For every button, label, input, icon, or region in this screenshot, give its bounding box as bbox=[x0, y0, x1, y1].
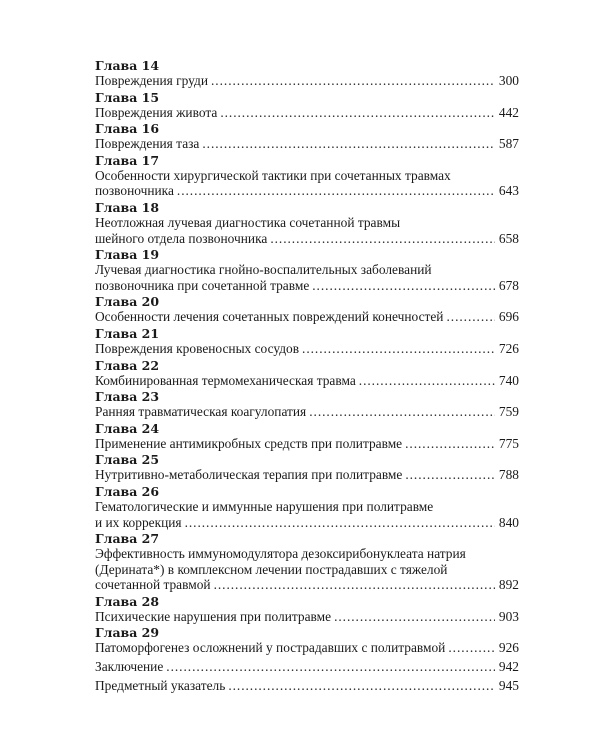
page-number: 945 bbox=[498, 677, 519, 693]
dot-leader bbox=[199, 136, 495, 152]
chapter-title-end: и их коррекция bbox=[95, 514, 182, 530]
toc-entry[interactable] bbox=[95, 200, 519, 246]
chapter-label: Глава 19 bbox=[95, 247, 160, 263]
chapter-title-end: Повреждения живота bbox=[95, 104, 218, 120]
page-number: 726 bbox=[498, 340, 519, 356]
chapter-title-leader-line bbox=[95, 136, 519, 152]
chapter-label: Глава 27 bbox=[95, 531, 160, 547]
chapter-label: Глава 17 bbox=[95, 152, 160, 168]
dot-leader bbox=[217, 105, 495, 121]
chapter-title-leader-line bbox=[95, 373, 519, 389]
dot-leader bbox=[309, 278, 495, 294]
chapter-title-end: шейного отдела позвоночника bbox=[95, 230, 268, 246]
toc-entry-extra[interactable] bbox=[95, 678, 519, 694]
dot-leader bbox=[267, 231, 495, 247]
page-number: 740 bbox=[498, 372, 519, 388]
chapter-label: Глава 16 bbox=[95, 121, 160, 137]
chapter-title-line: Особенности хирургической тактики при сочетанных травмах bbox=[95, 167, 451, 183]
chapter-label: Глава 28 bbox=[95, 593, 160, 609]
chapter-label: Глава 20 bbox=[95, 294, 160, 310]
toc-entry[interactable] bbox=[95, 594, 519, 625]
chapter-title-end: позвоночника bbox=[95, 183, 174, 199]
chapter-title-leader-line bbox=[95, 404, 519, 420]
chapter-title-end: Особенности лечения сочетанных повреждений конечностей bbox=[95, 309, 444, 325]
table-of-contents bbox=[95, 58, 519, 693]
chapter-title-end: Патоморфогенез осложнений у пострадавших с политравмой bbox=[95, 640, 446, 656]
toc-entry[interactable] bbox=[95, 326, 519, 357]
page-number: 942 bbox=[498, 659, 519, 675]
dot-leader bbox=[402, 467, 495, 483]
toc-entry[interactable] bbox=[95, 58, 519, 89]
chapter-title-line: Эффективность иммуномодулятора дезоксирибонуклеата натрия bbox=[95, 546, 466, 562]
page-number: 788 bbox=[498, 467, 519, 483]
chapter-title-end: Ранняя травматическая коагулопатия bbox=[95, 404, 307, 420]
toc-entry-extra[interactable] bbox=[95, 659, 519, 675]
page-number: 300 bbox=[498, 73, 519, 88]
chapter-title-leader-line bbox=[95, 309, 519, 325]
chapter-title-end: Повреждения таза bbox=[95, 136, 200, 152]
toc-entry[interactable] bbox=[95, 153, 519, 199]
chapter-title-end: Применение антимикробных средств при политравме bbox=[95, 435, 403, 451]
chapter-title-leader-line bbox=[95, 436, 519, 452]
chapter-label: Глава 26 bbox=[95, 483, 160, 499]
page-number: 643 bbox=[498, 183, 519, 199]
chapter-title-end: сочетанной травмой bbox=[95, 577, 211, 593]
chapter-title-end: Нутритивно-метаболическая терапия при политравме bbox=[95, 467, 403, 483]
dot-leader bbox=[163, 659, 495, 675]
toc-entry[interactable] bbox=[95, 625, 519, 656]
chapter-title-line: Неотложная лучевая диагностика сочетанной травмы bbox=[95, 214, 401, 230]
chapter-title-line: (Дерината*) в комплексном лечении пострадавших с тяжелой bbox=[95, 561, 448, 577]
toc-entry[interactable] bbox=[95, 389, 519, 420]
chapter-label: Глава 22 bbox=[95, 357, 160, 373]
dot-leader bbox=[182, 515, 495, 531]
page-number: 658 bbox=[498, 230, 519, 246]
page-number: 587 bbox=[498, 136, 519, 152]
chapter-title-leader-line bbox=[95, 515, 519, 531]
chapter-title-end: Комбинированная термомеханическая травма bbox=[95, 372, 356, 388]
dot-leader bbox=[299, 341, 495, 357]
page-number: 759 bbox=[498, 404, 519, 420]
dot-leader bbox=[174, 183, 495, 199]
page-number: 840 bbox=[498, 514, 519, 530]
chapter-title-end: Повреждения кровеносных сосудов bbox=[95, 340, 300, 356]
dot-leader bbox=[306, 404, 495, 420]
toc-entry[interactable] bbox=[95, 294, 519, 325]
entry-title: Заключение bbox=[95, 659, 164, 675]
toc-entry[interactable] bbox=[95, 121, 519, 152]
chapter-label: Глава 14 bbox=[95, 58, 160, 73]
dot-leader bbox=[208, 73, 495, 89]
chapter-title-leader-line bbox=[95, 640, 519, 656]
page-number: 892 bbox=[498, 577, 519, 593]
chapter-title-line: Гематологические и иммунные нарушения при политравме bbox=[95, 498, 434, 514]
chapter-title-leader-line bbox=[95, 609, 519, 625]
chapter-title-end: Повреждения груди bbox=[95, 73, 209, 88]
page-number: 678 bbox=[498, 277, 519, 293]
dot-leader bbox=[445, 640, 495, 656]
toc-entry[interactable] bbox=[95, 358, 519, 389]
page-number: 926 bbox=[498, 640, 519, 656]
dot-leader bbox=[211, 577, 495, 593]
entry-title: Предметный указатель bbox=[95, 677, 226, 693]
dot-leader bbox=[402, 436, 495, 452]
page-number: 696 bbox=[498, 309, 519, 325]
chapter-label: Глава 18 bbox=[95, 199, 160, 215]
chapter-title-line: Лучевая диагностика гнойно-воспалительных заболеваний bbox=[95, 262, 432, 278]
toc-entry[interactable] bbox=[95, 452, 519, 483]
page-number: 903 bbox=[498, 608, 519, 624]
dot-leader bbox=[331, 609, 495, 625]
chapter-label: Глава 29 bbox=[95, 625, 160, 641]
dot-leader bbox=[225, 678, 495, 694]
chapter-title-end: позвоночника при сочетанной травме bbox=[95, 277, 310, 293]
chapter-label: Глава 15 bbox=[95, 89, 160, 105]
chapter-title-leader-line bbox=[95, 278, 519, 294]
page-number: 442 bbox=[498, 104, 519, 120]
page-number: 775 bbox=[498, 435, 519, 451]
toc-entry[interactable] bbox=[95, 484, 519, 530]
toc-entry[interactable] bbox=[95, 531, 519, 593]
chapter-label: Глава 23 bbox=[95, 389, 160, 405]
chapter-title-leader-line bbox=[95, 105, 519, 121]
toc-entry[interactable] bbox=[95, 421, 519, 452]
chapter-title-leader-line bbox=[95, 341, 519, 357]
chapter-label: Глава 24 bbox=[95, 420, 160, 436]
toc-entry[interactable] bbox=[95, 90, 519, 121]
chapter-title-leader-line bbox=[95, 231, 519, 247]
chapter-label: Глава 21 bbox=[95, 325, 160, 341]
chapter-title-leader-line bbox=[95, 183, 519, 199]
toc-entry[interactable] bbox=[95, 247, 519, 293]
chapter-title-leader-line bbox=[95, 467, 519, 483]
dot-leader bbox=[443, 309, 494, 325]
chapter-title-end: Психические нарушения при политравме bbox=[95, 608, 332, 624]
dot-leader bbox=[356, 373, 495, 389]
chapter-title-leader-line bbox=[95, 577, 519, 593]
chapter-title-leader-line bbox=[95, 73, 519, 89]
chapter-label: Глава 25 bbox=[95, 452, 160, 468]
